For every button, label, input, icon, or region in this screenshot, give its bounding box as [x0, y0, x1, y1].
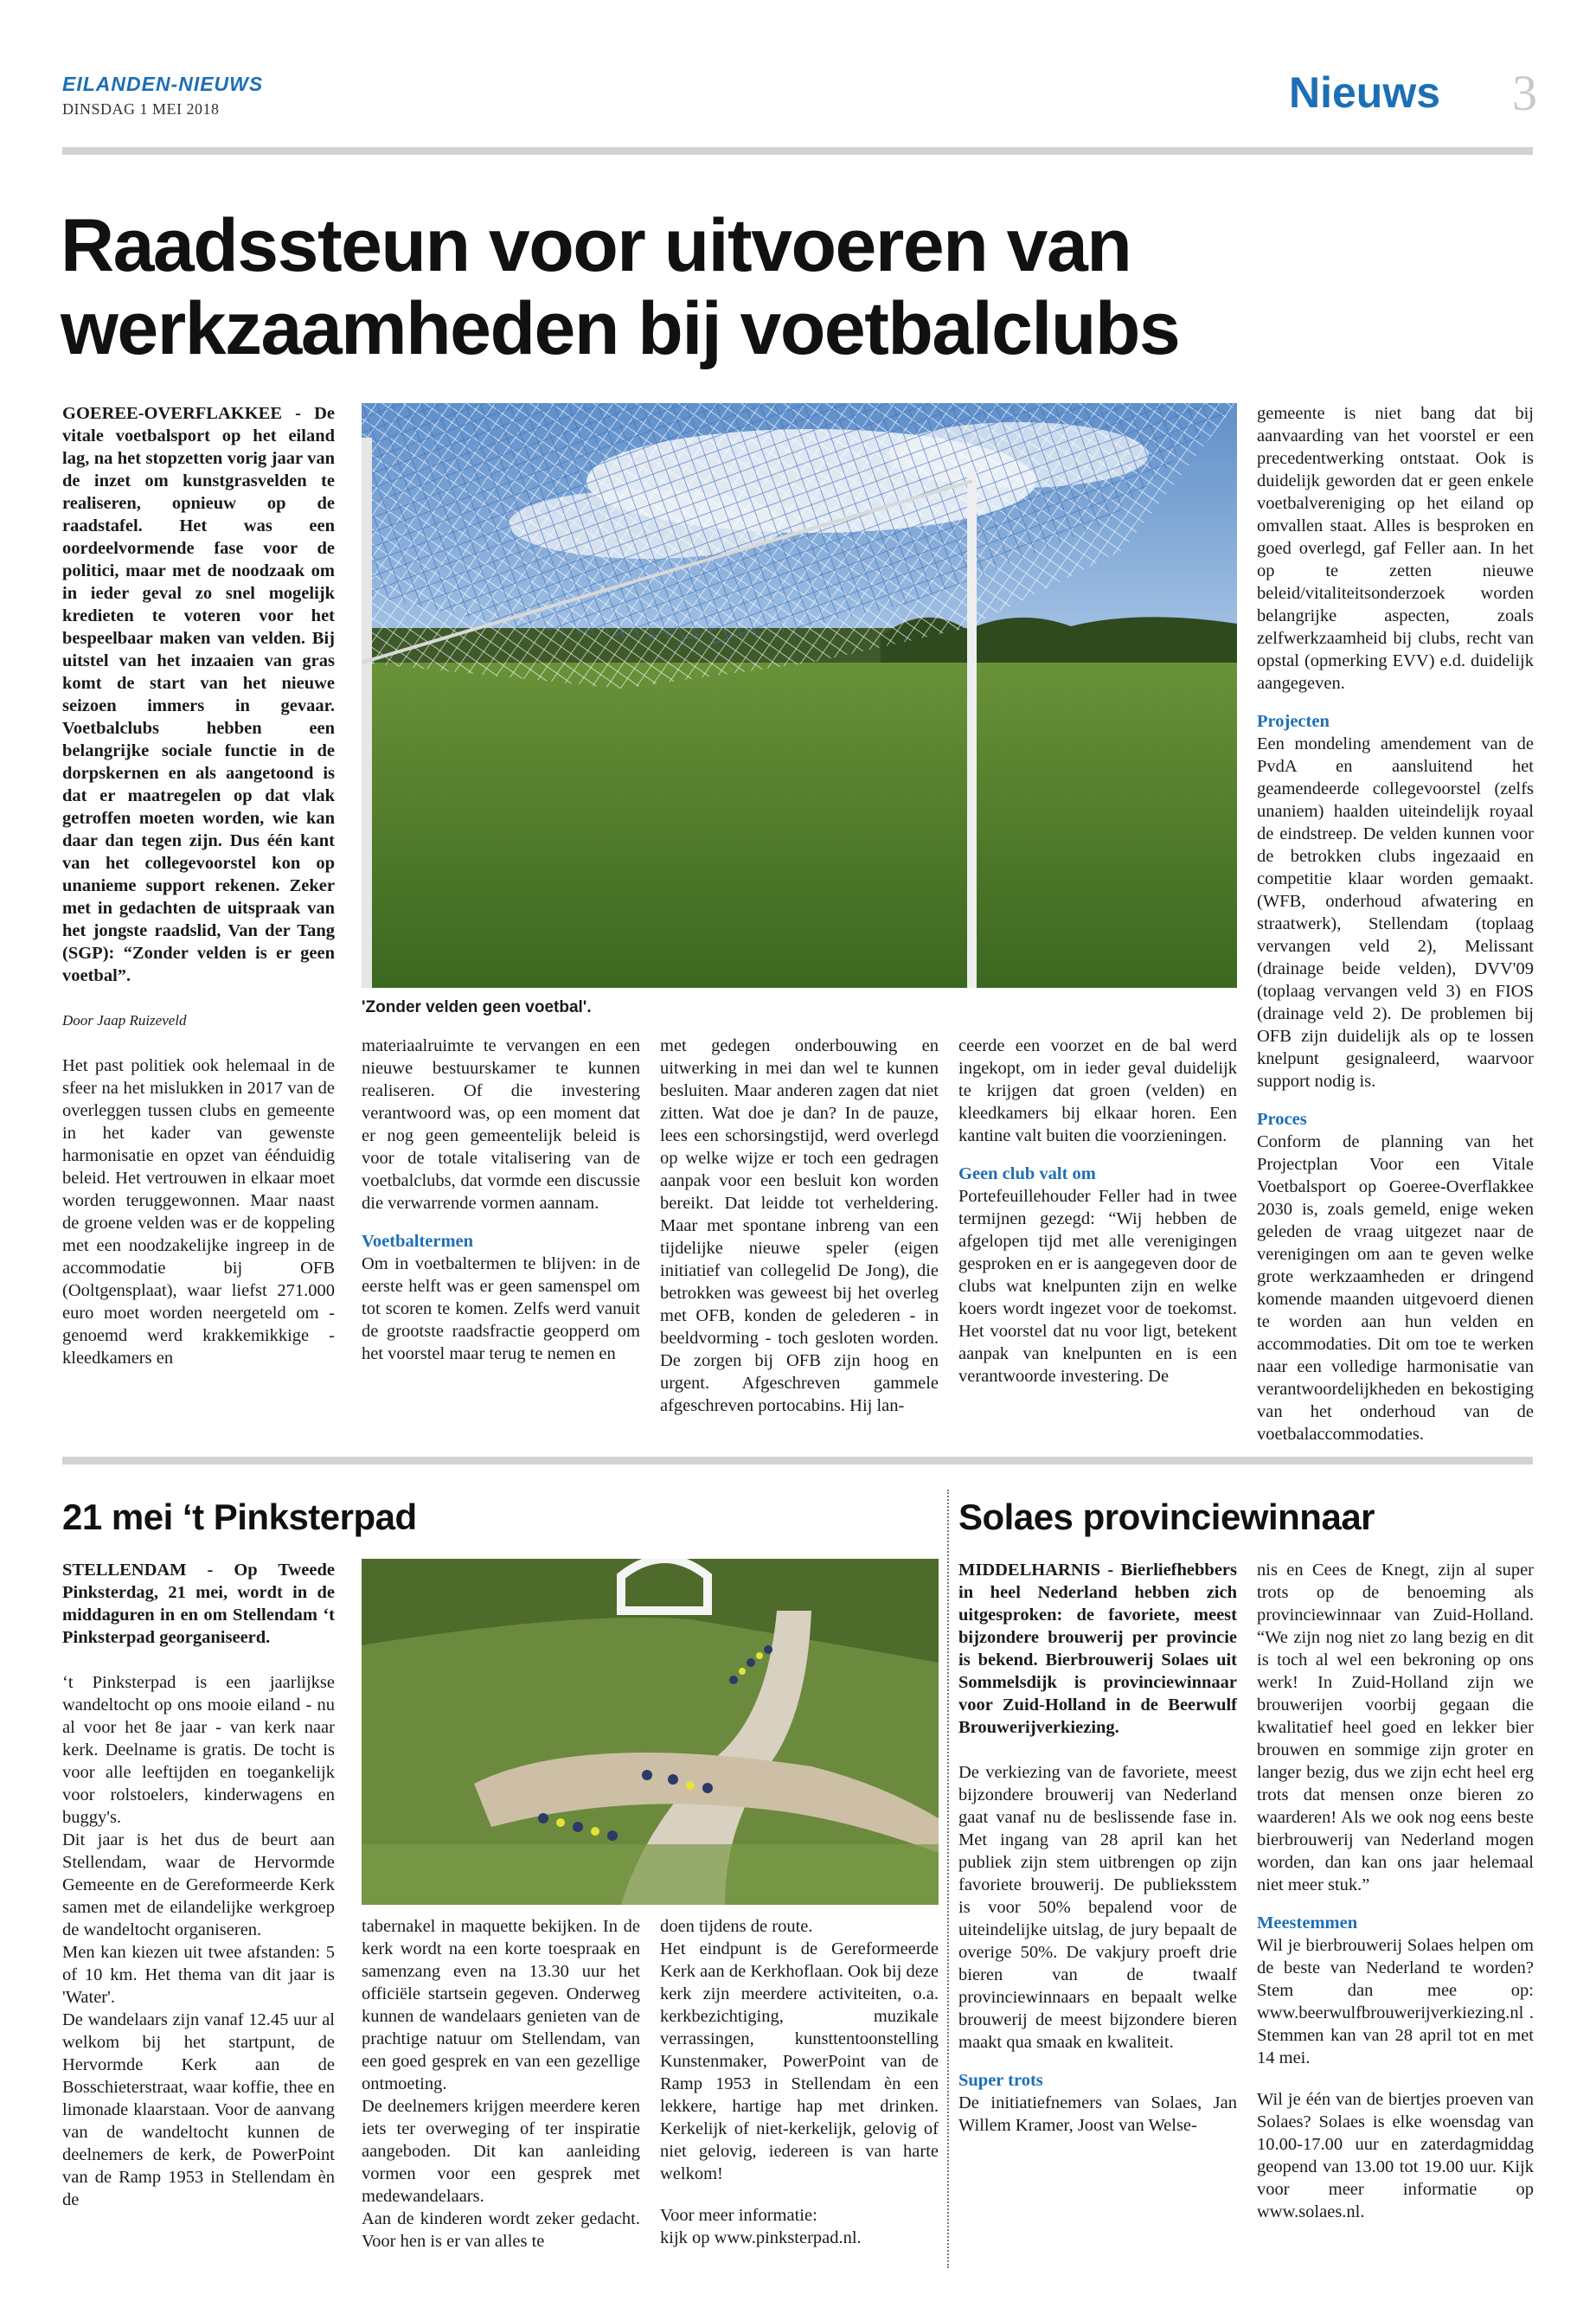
article2-column-2 [362, 1915, 640, 2253]
article-paragraph: Een mondeling amendement van de PvdA en aansluitend het geamendeerde collegevoorstel (zelfs unaniem) haalden uiteindelijk royaal de eindstreep. De velden kunnen voor de betrokken clubs ingezaaid en competitie klaar worden gemaakt. (WFB, onderhoud afwatering en straatwerk), Stellendam (toplaag vervangen veld 2), Melissant (drainage beide velden), DVV'09 (toplaag vervangen veld 3) en FIOS (drainage veld 2). De problemen bij OFB zijn duidelijk als op te lossen knelpunt gesignaleerd, waarvoor support nodig is. [1257, 734, 1534, 1091]
article3-column-1 [958, 1559, 1237, 2137]
article-lead: STELLENDAM - Op Tweede Pinksterdag, 21 mei, wordt in de middaguren in en om Stellendam ‘t Pinksterpad georganiseerd. [62, 1561, 335, 1647]
article-paragraph: Portefeuillehouder Feller had in twee termijnen gezegd: “Wij hebben de afgelopen tijd met alle verenigingen gesproken en er is aangegeven door de clubs wat knelpunten zijn en welke koers wordt ingezet voor de toekomst. Het voorstel dat nu voor ligt, betekent aanpak van knelpunten en is een verantwoorde investering. De [958, 1187, 1237, 1386]
article-paragraph: Aan de kinderen wordt zeker gedacht. Voor hen is er van alles te [362, 2209, 640, 2251]
article-paragraph: Het past politiek ook helemaal in de sfeer na het mislukken in 2017 van de overleggen tussen clubs en gemeente in het kader van gewenste harmonisatie en opzet van éénduidig beleid. Het vertrouwen in elkaar moet worden teruggewonnen. Maar naast de groene velden was er de koppeling met een noodzakelijke ingreep in de accommodatie bij OFB (Ooltgensplaat), waar liefst 271.000 euro moet worden neergeteld om - genoemd werd krakkemikkige - kleedkamers en [62, 1056, 335, 1368]
article3-headline: Solaes provinciewinnaar [958, 1497, 1375, 1537]
subheading: Projecten [1257, 712, 1330, 731]
article-paragraph: Om in voetbaltermen te blijven: in de eerste helft was er geen samenspel om tot scoren te komen. Zelfs werd vanuit de grootste raadsfractie geopperd om het voorstel maar terug te nemen en [362, 1254, 640, 1363]
article-paragraph: Voor meer informatie: [660, 2206, 817, 2225]
website-link[interactable]: kijk op www.pinksterpad.nl. [660, 2228, 862, 2247]
walkers-illustration [362, 1559, 939, 1905]
article2-column-1 [62, 1559, 335, 2211]
goal-net-illustration [362, 403, 1237, 988]
article-lead: MIDDELHARNIS - Bierliefhebbers in heel Nederland hebben zich uitgesproken: de favoriete, meest bijzondere brouwerij per provincie is bekend. Bierbrouwerij Solaes uit Sommelsdijk is provinciewinnaar voor Zuid-Holland in de Beerwulf Brouwerijverkiezing. [958, 1561, 1237, 1737]
article-paragraph: Conform de planning van het Projectplan Voor een Vitale Voetbalsport op Goeree-Overflakkee 2030 is, zoals gemeld, enige weken geleden de vraag uitgezet naar de verenigingen om aan te geven welke grote werkzaamheden er dringend komende maanden uitgevoerd dienen te worden aan hun velden en accommodaties. Dit om toe te werken naar een volledige harmonisatie van verantwoordelijkheden en bekostiging van het onderhoud van de voetbalaccommodaties. [1257, 1132, 1534, 1444]
article3-column-2 [1257, 1559, 1534, 2223]
article1-column-5 [1257, 402, 1534, 1445]
issue-date: DINSDAG 1 MEI 2018 [62, 100, 220, 118]
article1-column-4 [958, 1035, 1237, 1388]
subheading: Voetbaltermen [362, 1232, 474, 1251]
article-paragraph: De wandelaars zijn vanaf 12.45 uur al welkom bij het startpunt, de Hervormde Kerk aan de Bosschieterstraat, waar koffie, thee en limonade klaarstaan. Voor de aanvang van de wandeltocht kunnen de deelnemers de kerk, de PowerPoint van de Ramp 1953 in Stellendam èn de [62, 2010, 335, 2209]
header-rule [62, 147, 1533, 155]
article1-column-2 [362, 1035, 640, 1365]
goal-net-photo [362, 403, 1237, 988]
masthead-logo: EILANDEN-NIEUWS [62, 73, 264, 95]
article-paragraph: doen tijdens de route. [660, 1917, 813, 1936]
article-paragraph: ceerde een voorzet en de bal werd ingekopt, om in ieder geval duidelijk te krijgen dat groen (velden) en kleedkamers bij elkaar horen. Een kantine valt buiten die voorzieningen. [958, 1036, 1237, 1145]
article-paragraph: De deelnemers krijgen meerdere keren iets ter overweging of ter inspiratie aangeboden. Dit kan aanleiding vormen voor een gesprek met medewandelaars. [362, 2097, 640, 2206]
article-paragraph: Het eindpunt is de Gereformeerde Kerk aan de Kerkhoflaan. Ook bij deze kerk zijn meerdere activiteiten, o.a. kerkbezichtiging, muzikale verrassingen, kunsttentoonstelling Kunstenmaker, PowerPoint van de Ramp 1953 in Stellendam èn een lekkere, hartige hap met drinken. Kerkelijk of niet-kerkelijk, gelovig of niet gelovig, iedereen is van harte welkom! [660, 1939, 939, 2183]
article-paragraph: materiaalruimte te vervangen en een nieuwe bestuurskamer te kunnen realiseren. Of die investering verantwoord was, op een moment dat er nog geen gemeentelijk beleid is voor de totale vitalisering van de voetbalclubs, dat vormde een discussie die verwarrende vormen aannam. [362, 1036, 640, 1213]
photo-caption: 'Zonder velden geen voetbal'. [362, 998, 592, 1016]
subheading: Meestemmen [1257, 1913, 1358, 1932]
article-paragraph: Men kan kiezen uit twee afstanden: 5 of 10 km. Het thema van dit jaar is 'Water'. [62, 1943, 335, 2007]
article-paragraph: ‘t Pinksterpad is een jaarlijkse wandeltocht op ons mooie eiland - nu al voor het 8e jaar - van kerk naar kerk. Deelname is gratis. De tocht is voor alle leeftijden en toegankelijk voor rolstoelers, kinderwagens en buggy's. [62, 1673, 335, 1827]
article-paragraph: Wil je bierbrouwerij Solaes helpen om de beste van Nederland te worden? Stem dan mee op: www.beerwulfbrouwerijverkiezing.nl . Stemmen kan van 28 april tot en met 14 mei. [1257, 1936, 1534, 2067]
column-separator [947, 1490, 949, 2268]
article2-headline: 21 mei ‘t Pinksterpad [62, 1497, 417, 1537]
headline-line-1: Raadssteun voor uitvoeren van [61, 204, 1131, 287]
subheading: Super trots [958, 2071, 1043, 2090]
article-paragraph: nis en Cees de Knegt, zijn al super trots op de benoeming als provinciewinnaar van Zuid-Holland. “We zijn nog niet zo lang bezig en dit is toch al wel een bekroning op ons werk! In Zuid-Holland zijn we brouwerijen voorbij gegaan die kwalitatief heel goed en lekker bier brouwen en sommige zijn groter en langer bezig, dus we zijn echt heel erg trots dat mensen onze bieren zo waarderen! Als we ook nog eens beste bierbrouwerij van Nederland mogen worden, dan kan ons jaar helemaal niet meer stuk.” [1257, 1561, 1534, 1894]
article-paragraph: tabernakel in maquette bekijken. In de kerk wordt na een korte toespraak en samenzang even na 13.30 uur het officiële startsein gegeven. Onderweg kunnen de wandelaars genieten van de prachtige natuur om Stellendam, van een goed gesprek en van een gezellige ontmoeting. [362, 1917, 640, 2093]
walkers-photo [362, 1559, 939, 1905]
section-divider [62, 1457, 1533, 1465]
article-paragraph: De verkiezing van de favoriete, meest bijzondere brouwerij van Nederland gaat vanaf nu de beslissende fase in. Met ingang van 28 april kan het publiek zijn stem uitbrengen op zijn favoriete brouwerij. De publieksstem is voor 50% bepalend voor de uiteindelijke uitslag, de jury bepaalt de overige 50%. De vakjury proeft drie bieren van de twaalf provinciewinnaars en bepaalt welke brouwerij de meest bijzondere bieren maakt qua smaak en kwaliteit. [958, 1763, 1237, 2052]
article-paragraph: Dit jaar is het dus de beurt aan Stellendam, waar de Hervormde Gemeente en de Gereformeerde Kerk samen met de eilandelijke werkgroep de wandeltocht organiseren. [62, 1830, 335, 1939]
article1-column-3 [660, 1035, 939, 1417]
section-title: Nieuws [1289, 68, 1441, 117]
article-paragraph: gemeente is niet bang dat bij aanvaarding van het voorstel er een precedentwerking ontstaat. Ook is duidelijk geworden dat er geen enkele voetbalvereniging op het eiland op omvallen staat. Alles is besproken en goed overlegd, gaf Feller aan. In het op te zetten nieuwe beleid/vitaliteitsonderzoek worden belangrijke aspecten, zoals zelfwerkzaamheid bij clubs, recht van opstal (opmerking EVV) e.d. duidelijk aangegeven. [1257, 404, 1534, 693]
article-paragraph: met gedegen onderbouwing en uitwerking in mei dan wel te kunnen besluiten. Maar anderen zagen dat niet zitten. Wat doe je dan? In de pauze, lees een schorsingstijd, werd overlegd op welke wijze er toch een gedragen aanpak voor een besluit kon worden bereikt. Dat leidde tot verheldering. Maar met spontane inbreng van een tijdelijke nieuwe speler (eigen initiatief van collegelid De Jong), die betrokken was geweest bij het overleg met OFB, konden de gelederen - in beeldvorming - toch gesloten worden. De zorgen bij OFB zijn hoog en urgent. Afgeschreven gammele afgeschreven portocabins. Hij lan- [660, 1036, 939, 1415]
headline-line-2: werkzaamheden bij voetbalclubs [61, 287, 1180, 370]
article1-column-1 [62, 402, 335, 1369]
article2-column-3 [660, 1915, 939, 2249]
article-paragraph: De initiatiefnemers van Solaes, Jan Willem Kramer, Joost van Welse- [958, 2093, 1237, 2135]
article-paragraph: Wil je één van de biertjes proeven van Solaes? Solaes is elke woensdag van 10.00-17.00 uur en zaterdagmiddag geopend van 13.00 tot 19.00 uur. Kijk voor meer informatie op www.solaes.nl. [1257, 2090, 1534, 2221]
article-lead: GOEREE-OVERFLAKKEE - De vitale voetbalsport op het eiland lag, na het stopzetten vorig jaar van de inzet om kunstgrasvelden te realiseren, opnieuw op de raadstafel. Het was een oordeelvormende fase voor de politici, maar met de noodzaak om in ieder geval zo snel mogelijk kredieten te voteren voor het bespeelbaar maken van velden. Bij uitstel van het inzaaien van gras komt de start van het nieuwe seizoen immers in gevaar. Voetbalclubs hebben een belangrijke sociale functie in de dorpskernen en als aangetoond is dat er maatregelen op dat vlak getroffen moeten worden, wie kan daar dan tegen zijn. Dus één kant van het collegevoorstel kon op unanieme support rekenen. Zeker met in gedachten de uitspraak van het jongste raadslid, Van der Tang (SGP): “Zonder velden is er geen voetbal”. [62, 404, 335, 985]
subheading: Geen club valt om [958, 1164, 1096, 1183]
subheading: Proces [1257, 1110, 1307, 1129]
article-headline [61, 204, 1531, 370]
page-number: 3 [1512, 65, 1537, 121]
byline: Door Jaap Ruizeveld [62, 1012, 187, 1029]
